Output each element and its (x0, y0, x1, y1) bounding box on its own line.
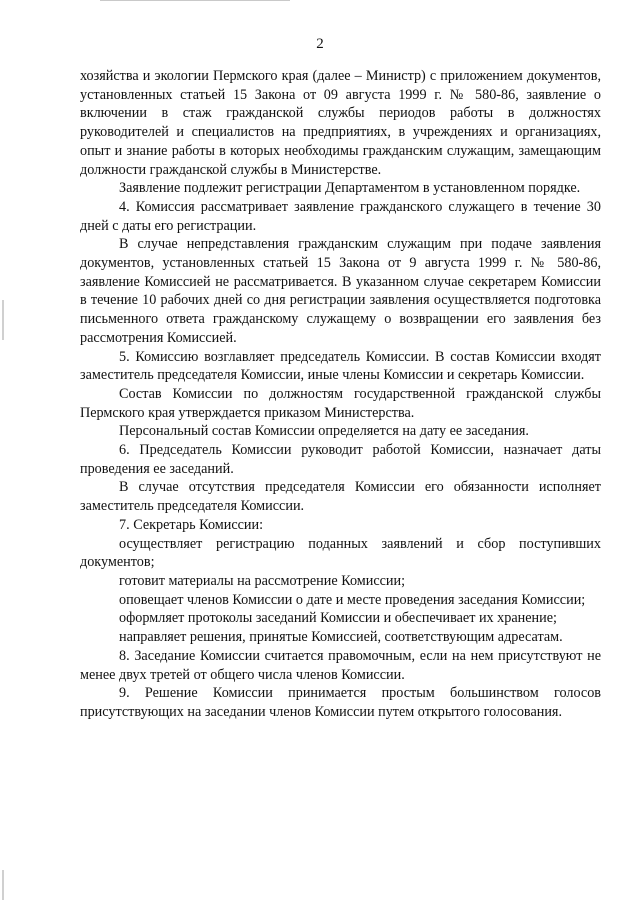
scan-artifact-left-2 (2, 870, 4, 900)
page-number: 2 (316, 36, 324, 52)
list-item-materials: готовит материалы на рассмотрение Комиссии; (119, 572, 406, 589)
paragraph-item-8: 8. Заседание Комиссии считается правомочным, если на нем присутствуют не менее двух третей от общего числа членов Комиссии. (80, 647, 601, 683)
paragraph-item-5: 5. Комиссию возглавляет председатель Комиссии. В состав Комиссии входят заместитель председателя Комиссии, иные члены Комиссии и секретарь Комиссии. (80, 348, 601, 384)
paragraph-registration: Заявление подлежит регистрации Департаментом в установленном порядке. (119, 180, 581, 197)
paragraph-non-submission: В случае непредставления гражданским служащим при подаче заявления документов, установленных статьей 15 Закона от 9 августа 1999 г. № 580-86, заявление Комиссией не рассматривается. В указанном случае секретарем Комиссии в течение 10 рабочих дней со дня регистрации заявления осуществляется подготовка письменного ответа гражданскому служащему о возвращении его заявления без рассмотрения Комиссией. (80, 236, 601, 346)
paragraph-composition: Состав Комиссии по должностям государственной гражданской службы Пермского края утверждается приказом Министерства. (80, 385, 601, 421)
paragraph-absence: В случае отсутствия председателя Комиссии его обязанности исполняет заместитель председателя Комиссии. (80, 479, 601, 515)
paragraph-item-9: 9. Решение Комиссии принимается простым большинством голосов присутствующих на заседании членов Комиссии путем открытого голосования. (80, 685, 601, 720)
paragraph-item-4: 4. Комиссия рассматривает заявление гражданского служащего в течение 30 дней с даты его регистрации. (80, 198, 601, 234)
list-item-registration: осуществляет регистрацию поданных заявлений и сбор поступивших документов; (80, 535, 601, 571)
list-item-protocols: оформляет протоколы заседаний Комиссии и обеспечивает их хранение; (119, 610, 557, 627)
list-item-notification: оповещает членов Комиссии о дате и месте проведения заседания Комиссии; (119, 591, 586, 608)
scan-artifact-left-1 (2, 300, 4, 340)
scan-artifact-top (100, 0, 290, 1)
list-item-decisions: направляет решения, принятые Комиссией, соответствующим адресатам. (119, 629, 563, 646)
document-body (80, 67, 601, 722)
paragraph-continuation: хозяйства и экологии Пермского края (далее – Министр) с приложением документов, установленных статьей 15 Закона от 09 августа 1999 г. № 580-86, заявление о включении в стаж гражданской службы периодов работы в должностях руководителей и специалистов на предприятиях, в учреждениях и организациях, опыт и знание работы в которых необходимы гражданским служащим, замещающим должности гражданской службы в Министерстве. (80, 68, 601, 178)
paragraph-item-6: 6. Председатель Комиссии руководит работой Комиссии, назначает даты проведения ее заседаний. (80, 442, 601, 477)
paragraph-item-7: 7. Секретарь Комиссии: (119, 516, 264, 533)
paragraph-personal-composition: Персональный состав Комиссии определяется на дату ее заседания. (119, 423, 529, 440)
